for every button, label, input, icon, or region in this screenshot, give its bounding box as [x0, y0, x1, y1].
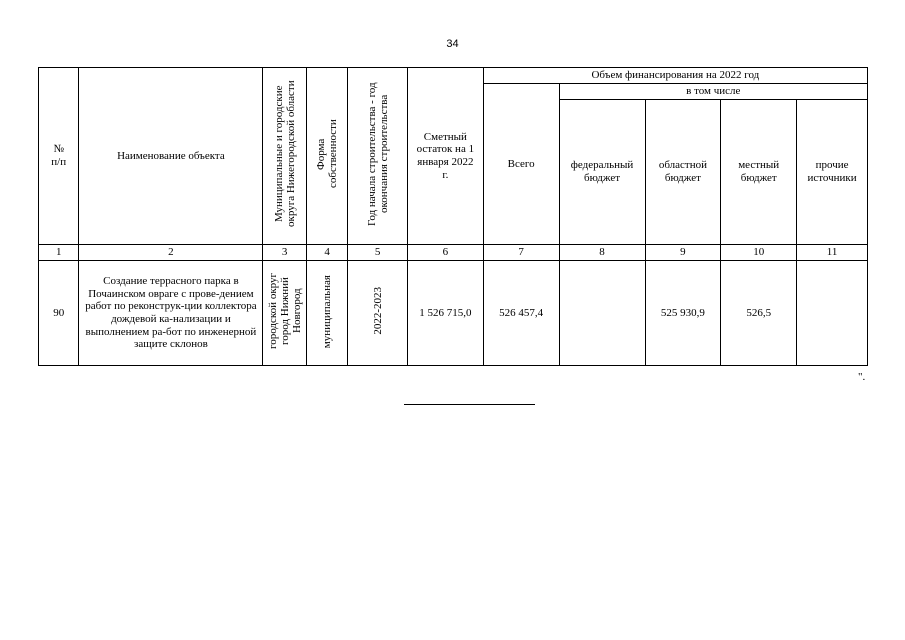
column-number: 4	[306, 245, 347, 261]
column-number: 10	[721, 245, 797, 261]
header-total: Всего	[483, 84, 559, 245]
header-including: в том числе	[559, 84, 867, 100]
column-number: 7	[483, 245, 559, 261]
column-number: 8	[559, 245, 645, 261]
column-number: 3	[263, 245, 306, 261]
row-other	[797, 261, 868, 366]
header-estimate: Сметный остаток на 1 января 2022 г.	[407, 68, 483, 245]
header-object-name: Наименование объекта	[79, 68, 263, 245]
table-row	[39, 261, 868, 366]
column-number: 9	[645, 245, 721, 261]
row-local: 526,5	[721, 261, 797, 366]
row-years: 2022-2023	[348, 261, 408, 366]
header-funding-group: Объем финансирования на 2022 год	[483, 68, 867, 84]
column-number: 2	[79, 245, 263, 261]
page-number: 34	[446, 38, 459, 50]
header-years: Год начала строительства - год окончания строительства	[348, 68, 408, 245]
column-number-row	[39, 245, 868, 261]
row-regional: 525 930,9	[645, 261, 721, 366]
column-number: 5	[348, 245, 408, 261]
header-other: прочие источники	[797, 100, 868, 245]
closing-quote: ".	[858, 371, 866, 383]
row-federal	[559, 261, 645, 366]
column-number: 1	[39, 245, 79, 261]
header-ownership: Форма собственности	[306, 68, 347, 245]
row-estimate: 1 526 715,0	[407, 261, 483, 366]
financing-table	[38, 67, 868, 366]
header-federal: федеральный бюджет	[559, 100, 645, 245]
header-local: местный бюджет	[721, 100, 797, 245]
row-ownership: муниципальная	[306, 261, 347, 366]
column-number: 6	[407, 245, 483, 261]
row-num: 90	[39, 261, 79, 366]
header-municipality: Муниципальные и городские округа Нижегородской области	[263, 68, 306, 245]
header-regional: областной бюджет	[645, 100, 721, 245]
row-total: 526 457,4	[483, 261, 559, 366]
column-number: 11	[797, 245, 868, 261]
row-object-name: Создание террасного парка в Почаинском овраге с прове-дением работ по реконструк-ции коллектора дождевой ка-нализации и выполнением ра-бот по инженерной защите склонов	[79, 261, 263, 366]
header-num: № п/п	[39, 68, 79, 245]
separator-line	[404, 404, 535, 405]
row-municipality: городской округ город Нижний Новгород	[263, 261, 306, 366]
